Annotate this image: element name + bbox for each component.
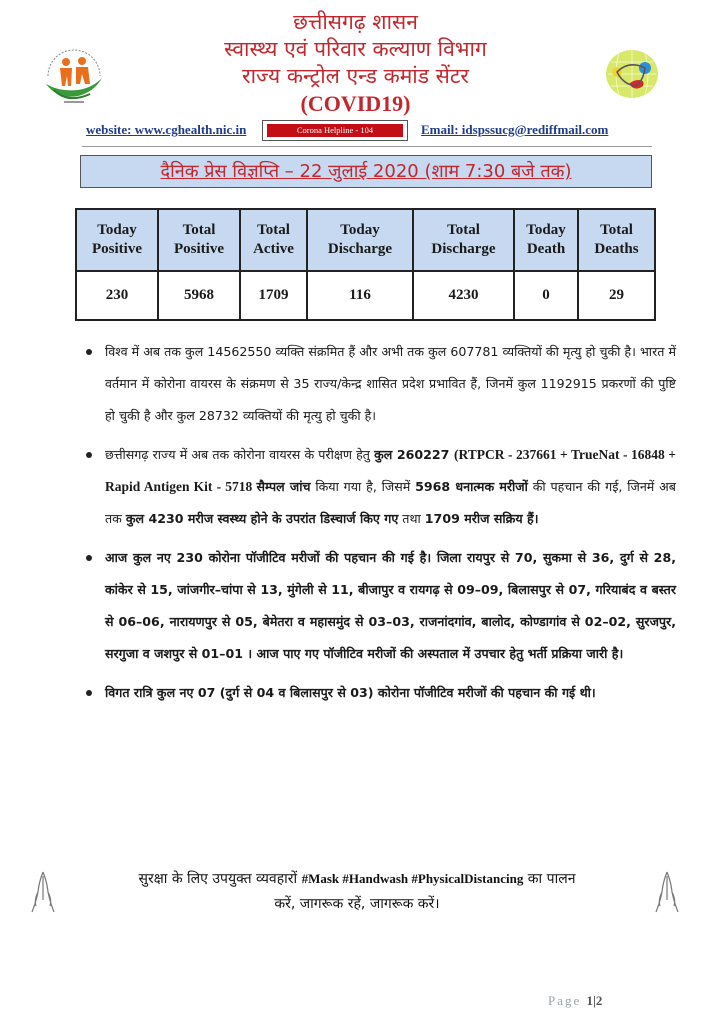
folded-hands-icon bbox=[30, 870, 56, 914]
value-total-discharge: 4230 bbox=[413, 271, 514, 320]
value-total-active: 1709 bbox=[240, 271, 307, 320]
bullet-icon bbox=[86, 452, 92, 458]
press-release-banner bbox=[80, 155, 652, 188]
header-today-death: Today Death bbox=[514, 209, 578, 271]
world-stats-text: विश्व में अब तक कुल 14562550 व्यक्ति संक्रमित हैं और अभी तक कुल 607781 व्यक्तियों की मृत्यु हो चुकी है। भारत में वर्तमान में कोरोना वायरस के संक्रमण से 35 राज्य/केन्द्र शासित प्रदेश प्रभावित हैं, जिनमें कुल 1192915 प्रकरणों की पुष्टि हो चुकी है और कुल 28732 व्यक्तियों की मृत्यु हो चुकी है। bbox=[105, 344, 676, 423]
website-link[interactable]: website: www.cghealth.nic.in bbox=[86, 122, 247, 137]
safety-message-line1: सुरक्षा के लिए उपयुक्त व्यवहारों #Mask #Handwash #PhysicalDistancing का पालन bbox=[138, 871, 576, 887]
bullet-icon bbox=[86, 349, 92, 355]
value-today-positive: 230 bbox=[76, 271, 158, 320]
value-today-discharge: 116 bbox=[307, 271, 413, 320]
header-today-discharge: Today Discharge bbox=[307, 209, 413, 271]
contact-row bbox=[0, 119, 711, 143]
bullet-list bbox=[86, 336, 676, 716]
district-cases-text: आज कुल नए 230 कोरोना पॉजीटिव मरीजों की पहचान की गई है। जिला रायपुर से 70, सुकमा से 36, दुर्ग से 28, कांकेर से 15, जांजगीर–चांपा से 13, मुंगेली से 11, बीजापुर व रायगढ़ से 09–09, बिलासपुर से 07, गरियाबंद व बस्तर से 06–06, नारायणपुर से 05, बेमेतरा व महासमुंद से 03–03, राजनांदगांव, बालोद, कोण्डागांव से 02–02, सुरजपुर, सरगुजा व जशपुर से 01–01 । आज पाए गए पॉजीटिव मरीजों की अस्पताल में उपचार हेतु भर्ती प्रक्रिया जारी है। bbox=[105, 550, 676, 661]
table-row bbox=[76, 271, 655, 320]
page-number: Page 1|2 bbox=[548, 993, 603, 1008]
table-header-row bbox=[76, 209, 655, 271]
value-total-positive: 5968 bbox=[158, 271, 240, 320]
state-testing-text: छत्तीसगढ़ राज्य में अब तक कोरोना वायरस के परीक्षण हेतु कुल 260227 (RTPCR - 237661 + TrueNat - 16848 + Rapid Antigen Kit - 5718 सैम्पल जांच किया गया है, जिसमें 5968 धनात्मक मरीजों की पहचान की गई, जिनमें अब तक कुल 4230 मरीज स्वस्थ्य होने के उपरांत डिस्चार्ज किए गए तथा 1709 मरीज सक्रिय हैं। bbox=[105, 447, 676, 526]
hashtags: #Mask #Handwash #PhysicalDistancing bbox=[301, 871, 524, 886]
government-title: छत्तीसगढ़ शासन bbox=[293, 10, 418, 34]
safety-message-line2: करें, जागरूक रहें, जागरूक करें। bbox=[274, 896, 440, 912]
list-item bbox=[86, 677, 676, 709]
safety-message bbox=[60, 866, 654, 917]
bullet-icon bbox=[86, 690, 92, 696]
last-night-cases-text: विगत रात्रि कुल नए 07 (दुर्ग से 04 व बिलासपुर से 03) कोरोना पॉजीटिव मरीजों की पहचान की गई थी। bbox=[105, 685, 596, 700]
header-total-deaths: Total Deaths bbox=[578, 209, 655, 271]
covid-stats-table bbox=[75, 208, 656, 321]
list-item bbox=[86, 439, 676, 535]
folded-hands-icon bbox=[654, 870, 680, 914]
covid-title: (COVID19) bbox=[300, 91, 411, 116]
header-divider bbox=[82, 146, 652, 147]
press-release-title: दैनिक प्रेस विज्ञप्ति – 22 जुलाई 2020 (शाम 7:30 बजे तक) bbox=[160, 161, 572, 182]
department-title: स्वास्थ्य एवं परिवार कल्याण विभाग bbox=[224, 37, 487, 61]
header-total-positive: Total Positive bbox=[158, 209, 240, 271]
email-link[interactable]: Email: idspssucg@rediffmail.com bbox=[421, 122, 609, 137]
list-item bbox=[86, 542, 676, 670]
header-today-positive: Today Positive bbox=[76, 209, 158, 271]
helpline-label: Corona Helpline - 104 bbox=[267, 124, 403, 137]
value-today-death: 0 bbox=[514, 271, 578, 320]
helpline-box bbox=[262, 120, 408, 141]
header-total-discharge: Total Discharge bbox=[413, 209, 514, 271]
command-center-title: राज्य कन्ट्रोल एन्ड कमांड सेंटर bbox=[242, 64, 469, 88]
list-item bbox=[86, 336, 676, 432]
header-total-active: Total Active bbox=[240, 209, 307, 271]
value-total-deaths: 29 bbox=[578, 271, 655, 320]
bullet-icon bbox=[86, 555, 92, 561]
